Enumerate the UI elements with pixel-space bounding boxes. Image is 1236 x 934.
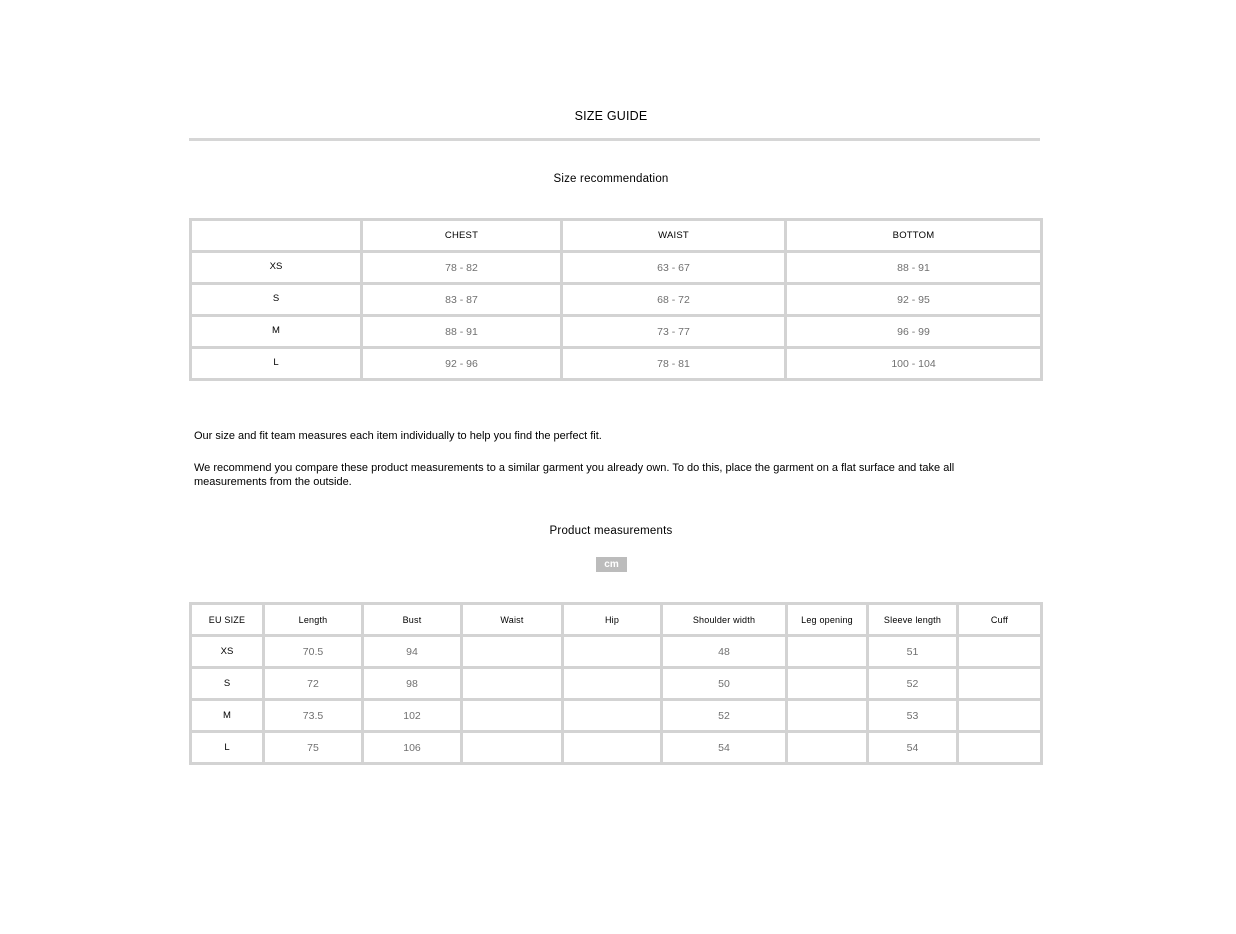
- waist-value: [462, 700, 563, 732]
- sleeve-length-value: 54: [868, 732, 958, 764]
- bottom-value: 92 - 95: [786, 284, 1042, 316]
- compare-measurements-paragraph: We recommend you compare these product measurements to a similar garment you already own. To do this, place the garment on a flat surface and take all measurements from the outside.: [194, 462, 955, 488]
- bust-value: 106: [363, 732, 462, 764]
- chest-value: 92 - 96: [362, 348, 562, 380]
- cuff-value: [958, 668, 1042, 700]
- waist-value: 68 - 72: [562, 284, 786, 316]
- column-header-waist: WAIST: [562, 220, 786, 252]
- column-header-shoulder-width: Shoulder width: [662, 604, 787, 636]
- size-label: L: [191, 348, 362, 380]
- bust-value: 94: [363, 636, 462, 668]
- waist-value: [462, 636, 563, 668]
- column-header-bust: Bust: [363, 604, 462, 636]
- shoulder-width-value: 50: [662, 668, 787, 700]
- unit-toggle-cm[interactable]: cm: [596, 557, 627, 572]
- column-header-waist: Waist: [462, 604, 563, 636]
- sleeve-length-value: 51: [868, 636, 958, 668]
- column-header-bottom: BOTTOM: [786, 220, 1042, 252]
- page-title: SIZE GUIDE: [574, 109, 648, 123]
- column-header-eu-size: EU SIZE: [191, 604, 264, 636]
- column-header-chest: CHEST: [362, 220, 562, 252]
- cuff-value: [958, 700, 1042, 732]
- sleeve-length-value: 53: [868, 700, 958, 732]
- column-header-sleeve-length: Sleeve length: [868, 604, 958, 636]
- cuff-value: [958, 636, 1042, 668]
- size-label: M: [191, 316, 362, 348]
- bust-value: 102: [363, 700, 462, 732]
- size-recommendation-heading: Size recommendation: [553, 173, 669, 185]
- table-row: [191, 316, 1042, 348]
- size-label: S: [191, 284, 362, 316]
- column-header-length: Length: [264, 604, 363, 636]
- shoulder-width-value: 52: [662, 700, 787, 732]
- waist-value: [462, 732, 563, 764]
- bottom-value: 88 - 91: [786, 252, 1042, 284]
- column-header-cuff: Cuff: [958, 604, 1042, 636]
- leg-opening-value: [787, 732, 868, 764]
- table-row: [191, 732, 1042, 764]
- size-label: M: [191, 700, 264, 732]
- hip-value: [563, 732, 662, 764]
- column-header-hip: Hip: [563, 604, 662, 636]
- size-label: XS: [191, 636, 264, 668]
- product-measurements-heading: Product measurements: [549, 525, 673, 537]
- leg-opening-value: [787, 700, 868, 732]
- leg-opening-value: [787, 668, 868, 700]
- sleeve-length-value: 52: [868, 668, 958, 700]
- bust-value: 98: [363, 668, 462, 700]
- table-row: [191, 636, 1042, 668]
- size-label: XS: [191, 252, 362, 284]
- size-label: S: [191, 668, 264, 700]
- table-row: [191, 700, 1042, 732]
- waist-value: 63 - 67: [562, 252, 786, 284]
- size-label: L: [191, 732, 264, 764]
- waist-value: [462, 668, 563, 700]
- shoulder-width-value: 48: [662, 636, 787, 668]
- length-value: 70.5: [264, 636, 363, 668]
- table-header-row: [191, 604, 1042, 636]
- size-recommendation-table: [189, 218, 1043, 381]
- fit-team-paragraph: Our size and fit team measures each item individually to help you find the perfect fit.: [194, 430, 602, 442]
- bottom-value: 100 - 104: [786, 348, 1042, 380]
- cuff-value: [958, 732, 1042, 764]
- title-divider: [189, 138, 1040, 141]
- shoulder-width-value: 54: [662, 732, 787, 764]
- column-header: [191, 220, 362, 252]
- table-row: [191, 348, 1042, 380]
- table-row: [191, 284, 1042, 316]
- chest-value: 83 - 87: [362, 284, 562, 316]
- length-value: 72: [264, 668, 363, 700]
- leg-opening-value: [787, 636, 868, 668]
- hip-value: [563, 668, 662, 700]
- hip-value: [563, 700, 662, 732]
- table-row: [191, 668, 1042, 700]
- waist-value: 73 - 77: [562, 316, 786, 348]
- chest-value: 88 - 91: [362, 316, 562, 348]
- hip-value: [563, 636, 662, 668]
- bottom-value: 96 - 99: [786, 316, 1042, 348]
- column-header-leg-opening: Leg opening: [787, 604, 868, 636]
- length-value: 75: [264, 732, 363, 764]
- waist-value: 78 - 81: [562, 348, 786, 380]
- length-value: 73.5: [264, 700, 363, 732]
- table-header-row: [191, 220, 1042, 252]
- product-measurements-table: [189, 602, 1043, 765]
- table-row: [191, 252, 1042, 284]
- chest-value: 78 - 82: [362, 252, 562, 284]
